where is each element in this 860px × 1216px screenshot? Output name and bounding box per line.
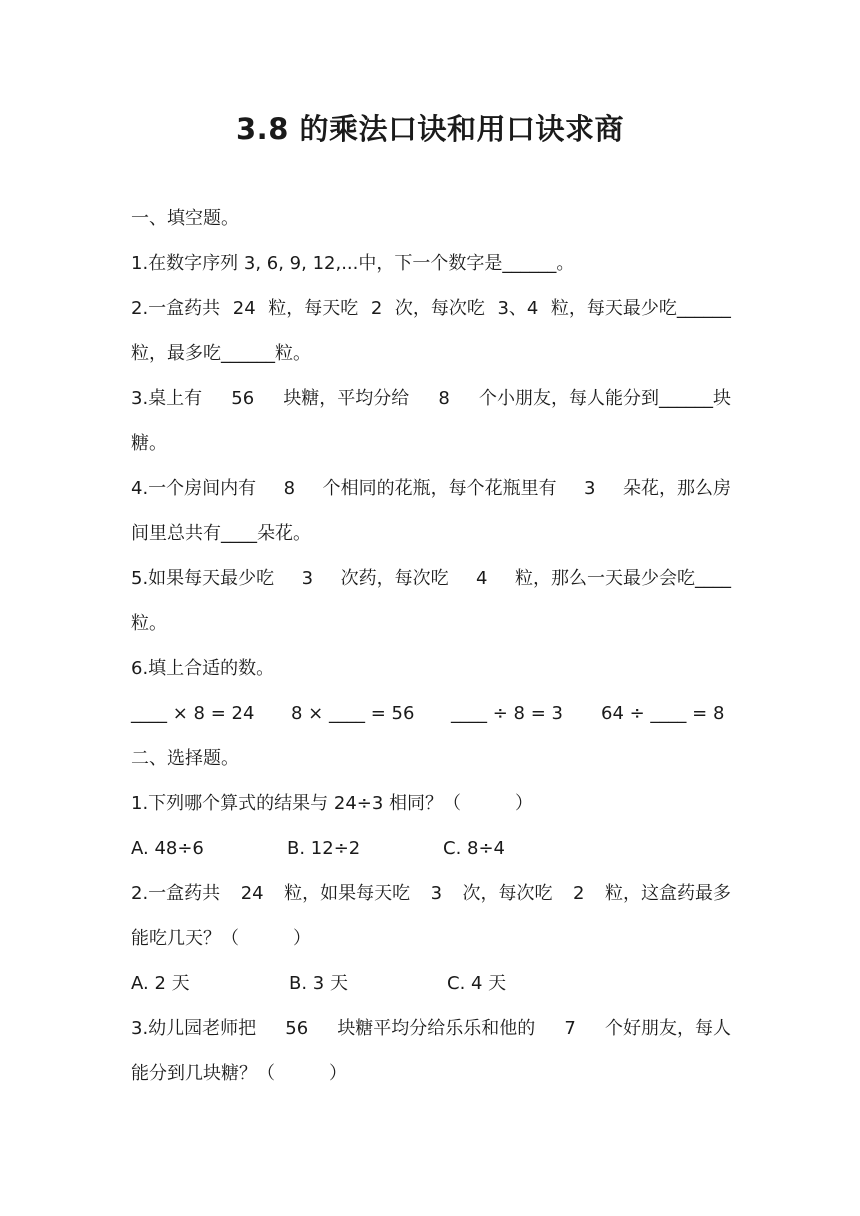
choice-question-2-line-1: 2.一盒药共 24 粒，如果每天吃 3 次，每次吃 2 粒，这盒药最多 [131, 883, 731, 904]
option-c: C. 8÷4 [443, 838, 505, 859]
choice-question-2-line-2: 能吃几天？（ ） [131, 928, 311, 949]
option-a: A. 48÷6 [131, 838, 204, 859]
fill-question-2-line-2: 粒，最多吃______粒。 [131, 343, 311, 364]
option-b: B. 3 天 [289, 973, 348, 994]
choice-question-3-line-1: 3.幼儿园老师把 56 块糖平均分给乐乐和他的 7 个好朋友，每人 [131, 1018, 731, 1039]
blank-item: 64 ÷ ____ = 8 [601, 703, 725, 724]
section-heading-choice: 二、选择题。 [131, 748, 239, 769]
option-c: C. 4 天 [447, 973, 507, 994]
choice-question-3-line-2: 能分到几块糖？（ ） [131, 1063, 347, 1084]
choice-question-2-options [131, 961, 731, 1006]
section-heading-fill-blank: 一、填空题。 [131, 208, 239, 229]
page-title: 3.8 的乘法口诀和用口诀求商 [236, 112, 624, 146]
option-b: B. 12÷2 [287, 838, 361, 859]
choice-question-1: 1.下列哪个算式的结果与 24÷3 相同？（ ） [131, 793, 534, 814]
fill-question-5-line-1: 5.如果每天最少吃 3 次药，每次吃 4 粒，那么一天最少会吃____ [131, 568, 731, 589]
fill-question-2-line-1: 2.一盒药共 24 粒，每天吃 2 次，每次吃 3、4 粒，每天最少吃______ [131, 298, 731, 319]
blank-item: 8 × ____ = 56 [291, 703, 415, 724]
fill-question-3-line-1: 3.桌上有 56 块糖，平均分给 8 个小朋友，每人能分到______块 [131, 388, 731, 409]
choice-question-1-options [131, 826, 731, 871]
blank-item: ____ ÷ 8 = 3 [451, 703, 563, 724]
fill-question-4-line-2: 间里总共有____朵花。 [131, 523, 311, 544]
blank-item: ____ × 8 = 24 [131, 703, 255, 724]
fill-question-4-line-1: 4.一个房间内有 8 个相同的花瓶，每个花瓶里有 3 朵花，那么房 [131, 478, 731, 499]
worksheet-content [131, 196, 731, 1096]
fill-question-5-line-2: 粒。 [131, 613, 167, 634]
fill-question-3-line-2: 糖。 [131, 433, 167, 454]
fill-question-6: 6.填上合适的数。 [131, 658, 275, 679]
fill-question-1: 1.在数字序列 3, 6, 9, 12,...中，下一个数字是______。 [131, 253, 575, 274]
fill-question-6-blanks [131, 691, 731, 736]
option-a: A. 2 天 [131, 973, 190, 994]
